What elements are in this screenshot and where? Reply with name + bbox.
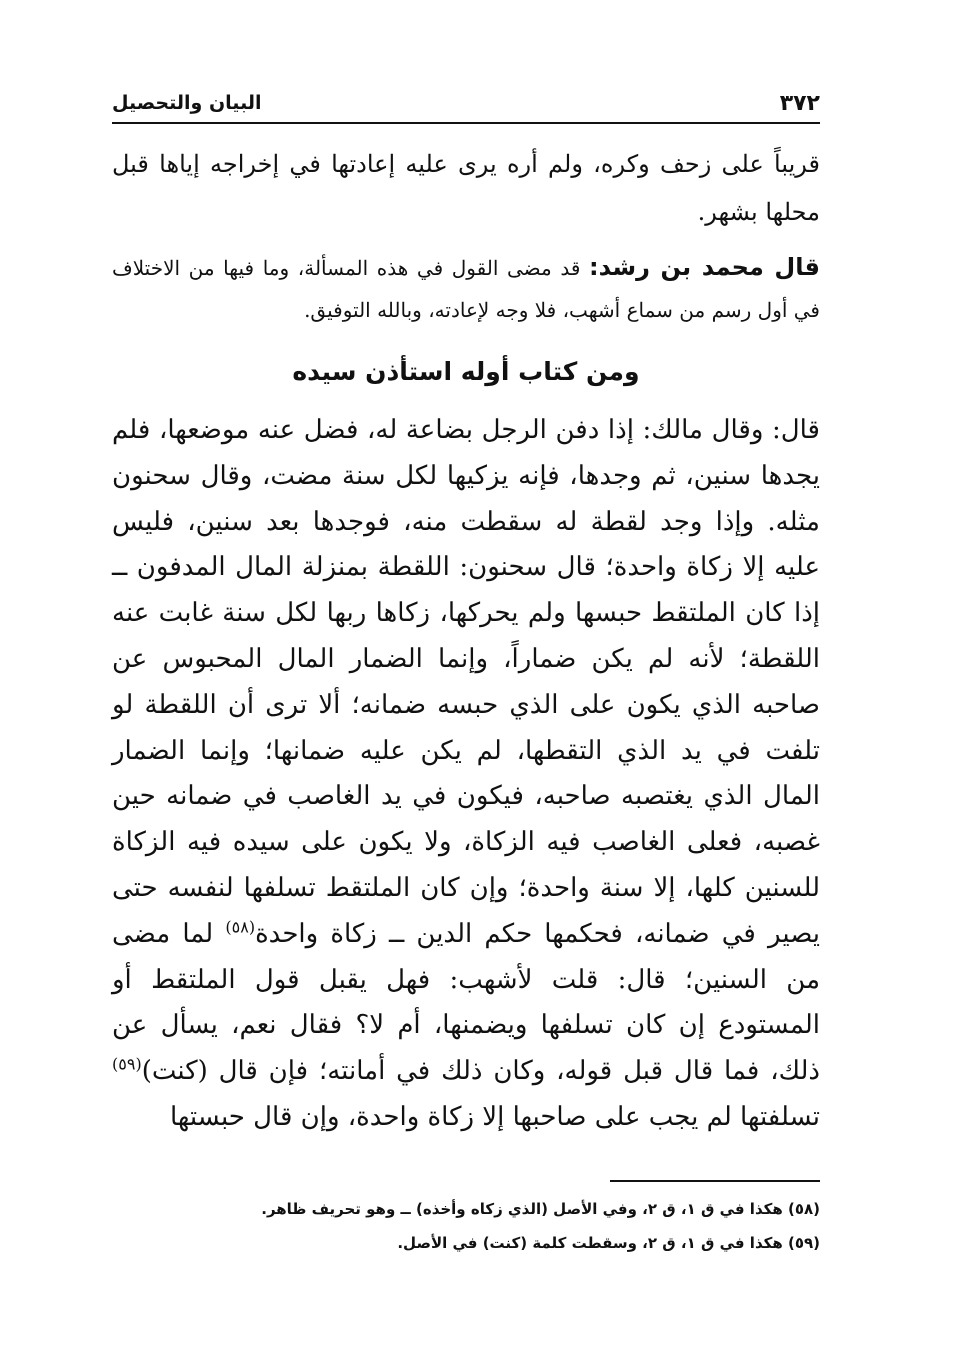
footnote-58: (٥٨) هكذا في ق ١، ق ٢، وفي الأصل (الذي زكاه وأخذه) ــ وهو تحريف ظاهر. xyxy=(261,1200,820,1218)
main-text-part-1: قال: وقال مالك: إذا دفن الرجل بضاعة له، فضل عنه موضعها، فلم يجدها سنين، ثم وجدها، فإنه يزكيها لكل سنة مضت، وقال سحنون مثله. وإذا وجد لقطة له سقطت منه، فوجدها بعد سنين، فليس عليه إلا زكاة واحدة؛ قال سحنون: اللقطة بمنزلة المال المدفون ــ إذا كان الملتقط حبسها ولم يحركها، زكاها ربها لكل سنة غابت عنه اللقطة؛ لأنه لم يكن ضماراً، وإنما الضمار المال المحبوس عن صاحبه الذي يكون على الذي حبسه ضمانه؛ ألا ترى أن اللقطة لو تلفت في يد الذي التقطها، لم يكن عليه ضمانها؛ وإنما الضمار المال الذي يغتصبه صاحبه، فيكون في يد الغاصب في ضمانه حين غصبه، فعلى الغاصب فيه الزكاة، ولا يكون على سيده فيه الزكاة للسنين كلها، إلا سنة واحدة؛ وإن كان الملتقط تسلفها لنفسه حتى يصير في ضمانه، فحكمها حكم الدين ــ زكاة واحدة xyxy=(112,415,820,949)
main-text-part-2: لما مضى من السنين؛ قال: قلت لأشهب: فهل يقبل قول الملتقط أو المستودع إن كان تسلفها ويضمنها، أم لا؟ فقال نعم، يسأل عن ذلك، فما قال قبل قوله، وكان ذلك في أمانته؛ فإن قال (كنت) xyxy=(112,918,820,1087)
paragraph-continuation xyxy=(112,140,820,236)
paragraph-text: قريباً على زحف وكره، ولم أره يرى عليه إعادتها في إخراجه إياها قبل محلها بشهر. xyxy=(112,150,820,226)
main-paragraph xyxy=(112,408,820,1141)
section-heading: ومن كتاب أوله استأذن سيده xyxy=(292,357,640,386)
main-text-part-3: تسلفتها لم يجب على صاحبها إلا زكاة واحدة، وإن قال حبستها xyxy=(170,1101,820,1132)
commentary-paragraph xyxy=(112,246,820,331)
footnote-ref-58[interactable]: (٥٨) xyxy=(225,917,256,937)
footnote-ref-59[interactable]: (٥٩) xyxy=(112,1054,142,1074)
footnotes xyxy=(112,1192,820,1260)
book-title: البيان والتحصيل xyxy=(112,92,262,114)
footnote-divider xyxy=(610,1180,820,1182)
page-number: ٣٧٢ xyxy=(779,91,820,116)
commentary-speaker: قال محمد بن رشد: xyxy=(589,253,820,281)
footnote-59: (٥٩) هكذا في ق ١، ق ٢، وسقطت كلمة (كنت) في الأصل. xyxy=(397,1234,820,1252)
running-header xyxy=(112,82,820,124)
commentary-text: قد مضى القول في هذه المسألة، وما فيها من الاختلاف في أول رسم من سماع أشهب، فلا وجه لإعادته، وبالله التوفيق. xyxy=(112,256,820,322)
